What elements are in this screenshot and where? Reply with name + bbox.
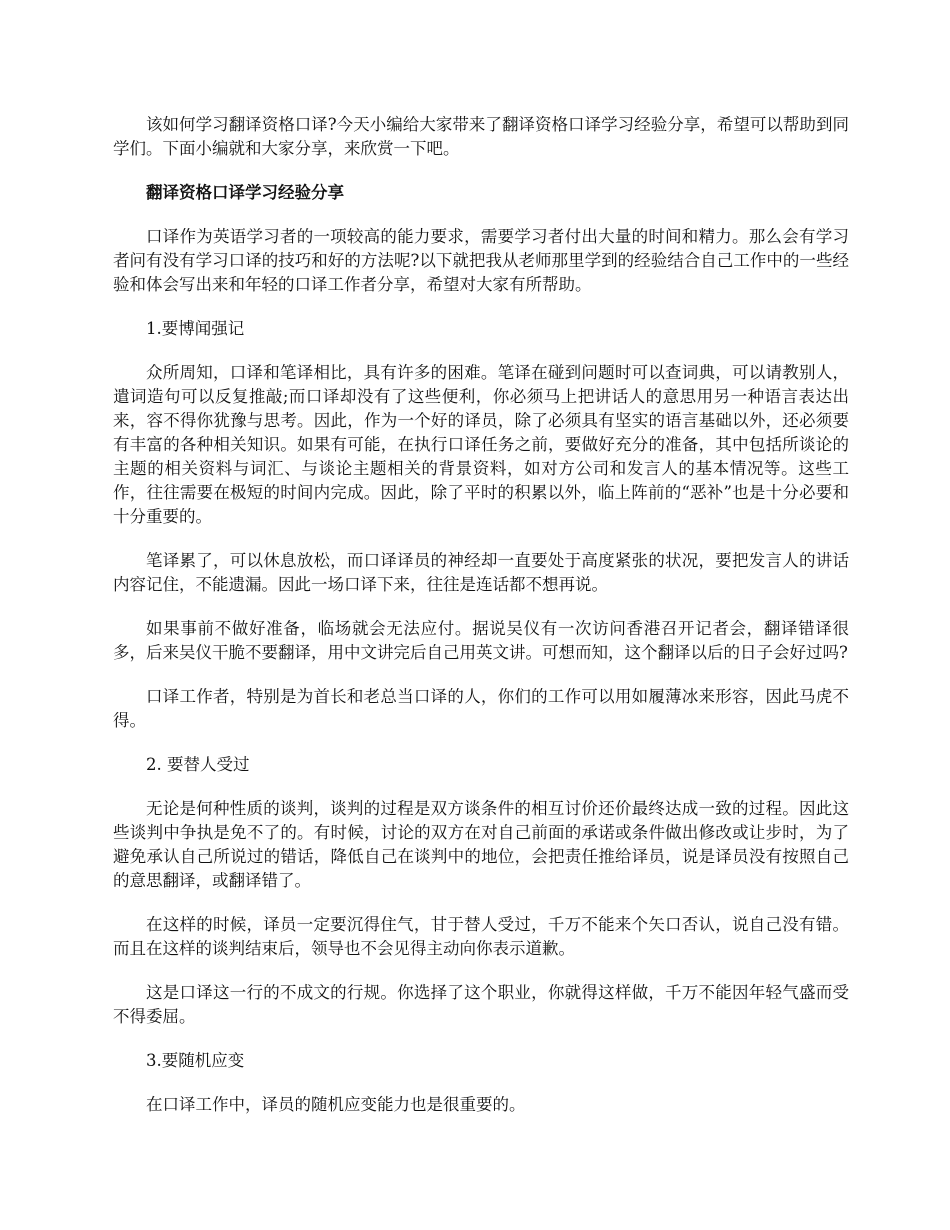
intro-paragraph: 该如何学习翻译资格口译?今天小编给大家带来了翻译资格口译学习经验分享，希望可以帮助到同学们。下面小编就和大家分享，来欣赏一下吧。 — [113, 115, 849, 158]
paragraph-7: 在这样的时候，译员一定要沉得住气，甘于替人受过，千万不能来个矢口否认，说自己没有错。而且在这样的谈判结束后，领导也不会见得主动向你表示道歉。 — [113, 915, 849, 958]
paragraph-5: 口译工作者，特别是为首长和老总当口译的人，你们的工作可以用如履薄冰来形容，因此马虎不得。 — [113, 687, 849, 730]
paragraph-6: 无论是何种性质的谈判，谈判的过程是双方谈条件的相互讨价还价最终达成一致的过程。因此这些谈判中争执是免不了的。有时候，讨论的双方在对自己前面的承诺或条件做出修改或让步时，为了避免承认自己所说过的错话，降低自己在谈判中的地位，会把责任推给译员，说是译员没有按照自己的意思翻译，或翻译错了。 — [113, 799, 849, 890]
section-heading-2: 2. 要替人受过 — [146, 755, 250, 774]
paragraph-1: 口译作为英语学习者的一项较高的能力要求，需要学习者付出大量的时间和精力。那么会有学习者问有没有学习口译的技巧和好的方法呢?以下就把我从老师那里学到的经验结合自己工作中的一些经验和体会写出来和年轻的口译工作者分享，希望对大家有所帮助。 — [113, 227, 849, 294]
paragraph-9: 在口译工作中，译员的随机应变能力也是很重要的。 — [146, 1095, 526, 1114]
document-title: 翻译资格口译学习经验分享 — [146, 183, 344, 202]
paragraph-4: 如果事前不做好准备，临场就会无法应付。据说吴仪有一次访问香港召开记者会，翻译错译很多，后来吴仪干脆不要翻译，用中文讲完后自己用英文讲。可想而知，这个翻译以后的日子会好过吗? — [113, 619, 849, 662]
paragraph-8: 这是口译这一行的不成文的行规。你选择了这个职业，你就得这样做，千万不能因年轻气盛而受不得委屈。 — [113, 983, 849, 1026]
document-body — [113, 113, 849, 1137]
paragraph-3: 笔译累了，可以休息放松，而口译译员的神经却一直要处于高度紧张的状况，要把发言人的讲话内容记住，不能遗漏。因此一场口译下来，往往是连话都不想再说。 — [113, 551, 849, 594]
paragraph-2: 众所周知，口译和笔译相比，具有许多的困难。笔译在碰到问题时可以查词典，可以请教别人，遣词造句可以反复推敲;而口译却没有了这些便利，你必须马上把讲话人的意思用另一种语言表达出来，容不得你犹豫与思考。因此，作为一个好的译员，除了必须具有坚实的语言基础以外，还必须要有丰富的各种相关知识。如果有可能，在执行口译任务之前，要做好充分的准备，其中包括所谈论的主题的相关资料与词汇、与谈论主题相关的背景资料，如对方公司和发言人的基本情况等。这些工作，往往需要在极短的时间内完成。因此，除了平时的积累以外，临上阵前的“恶补”也是十分必要和十分重要的。 — [113, 363, 849, 526]
section-heading-1: 1.要博闻强记 — [146, 319, 245, 338]
section-heading-3: 3.要随机应变 — [146, 1051, 245, 1070]
